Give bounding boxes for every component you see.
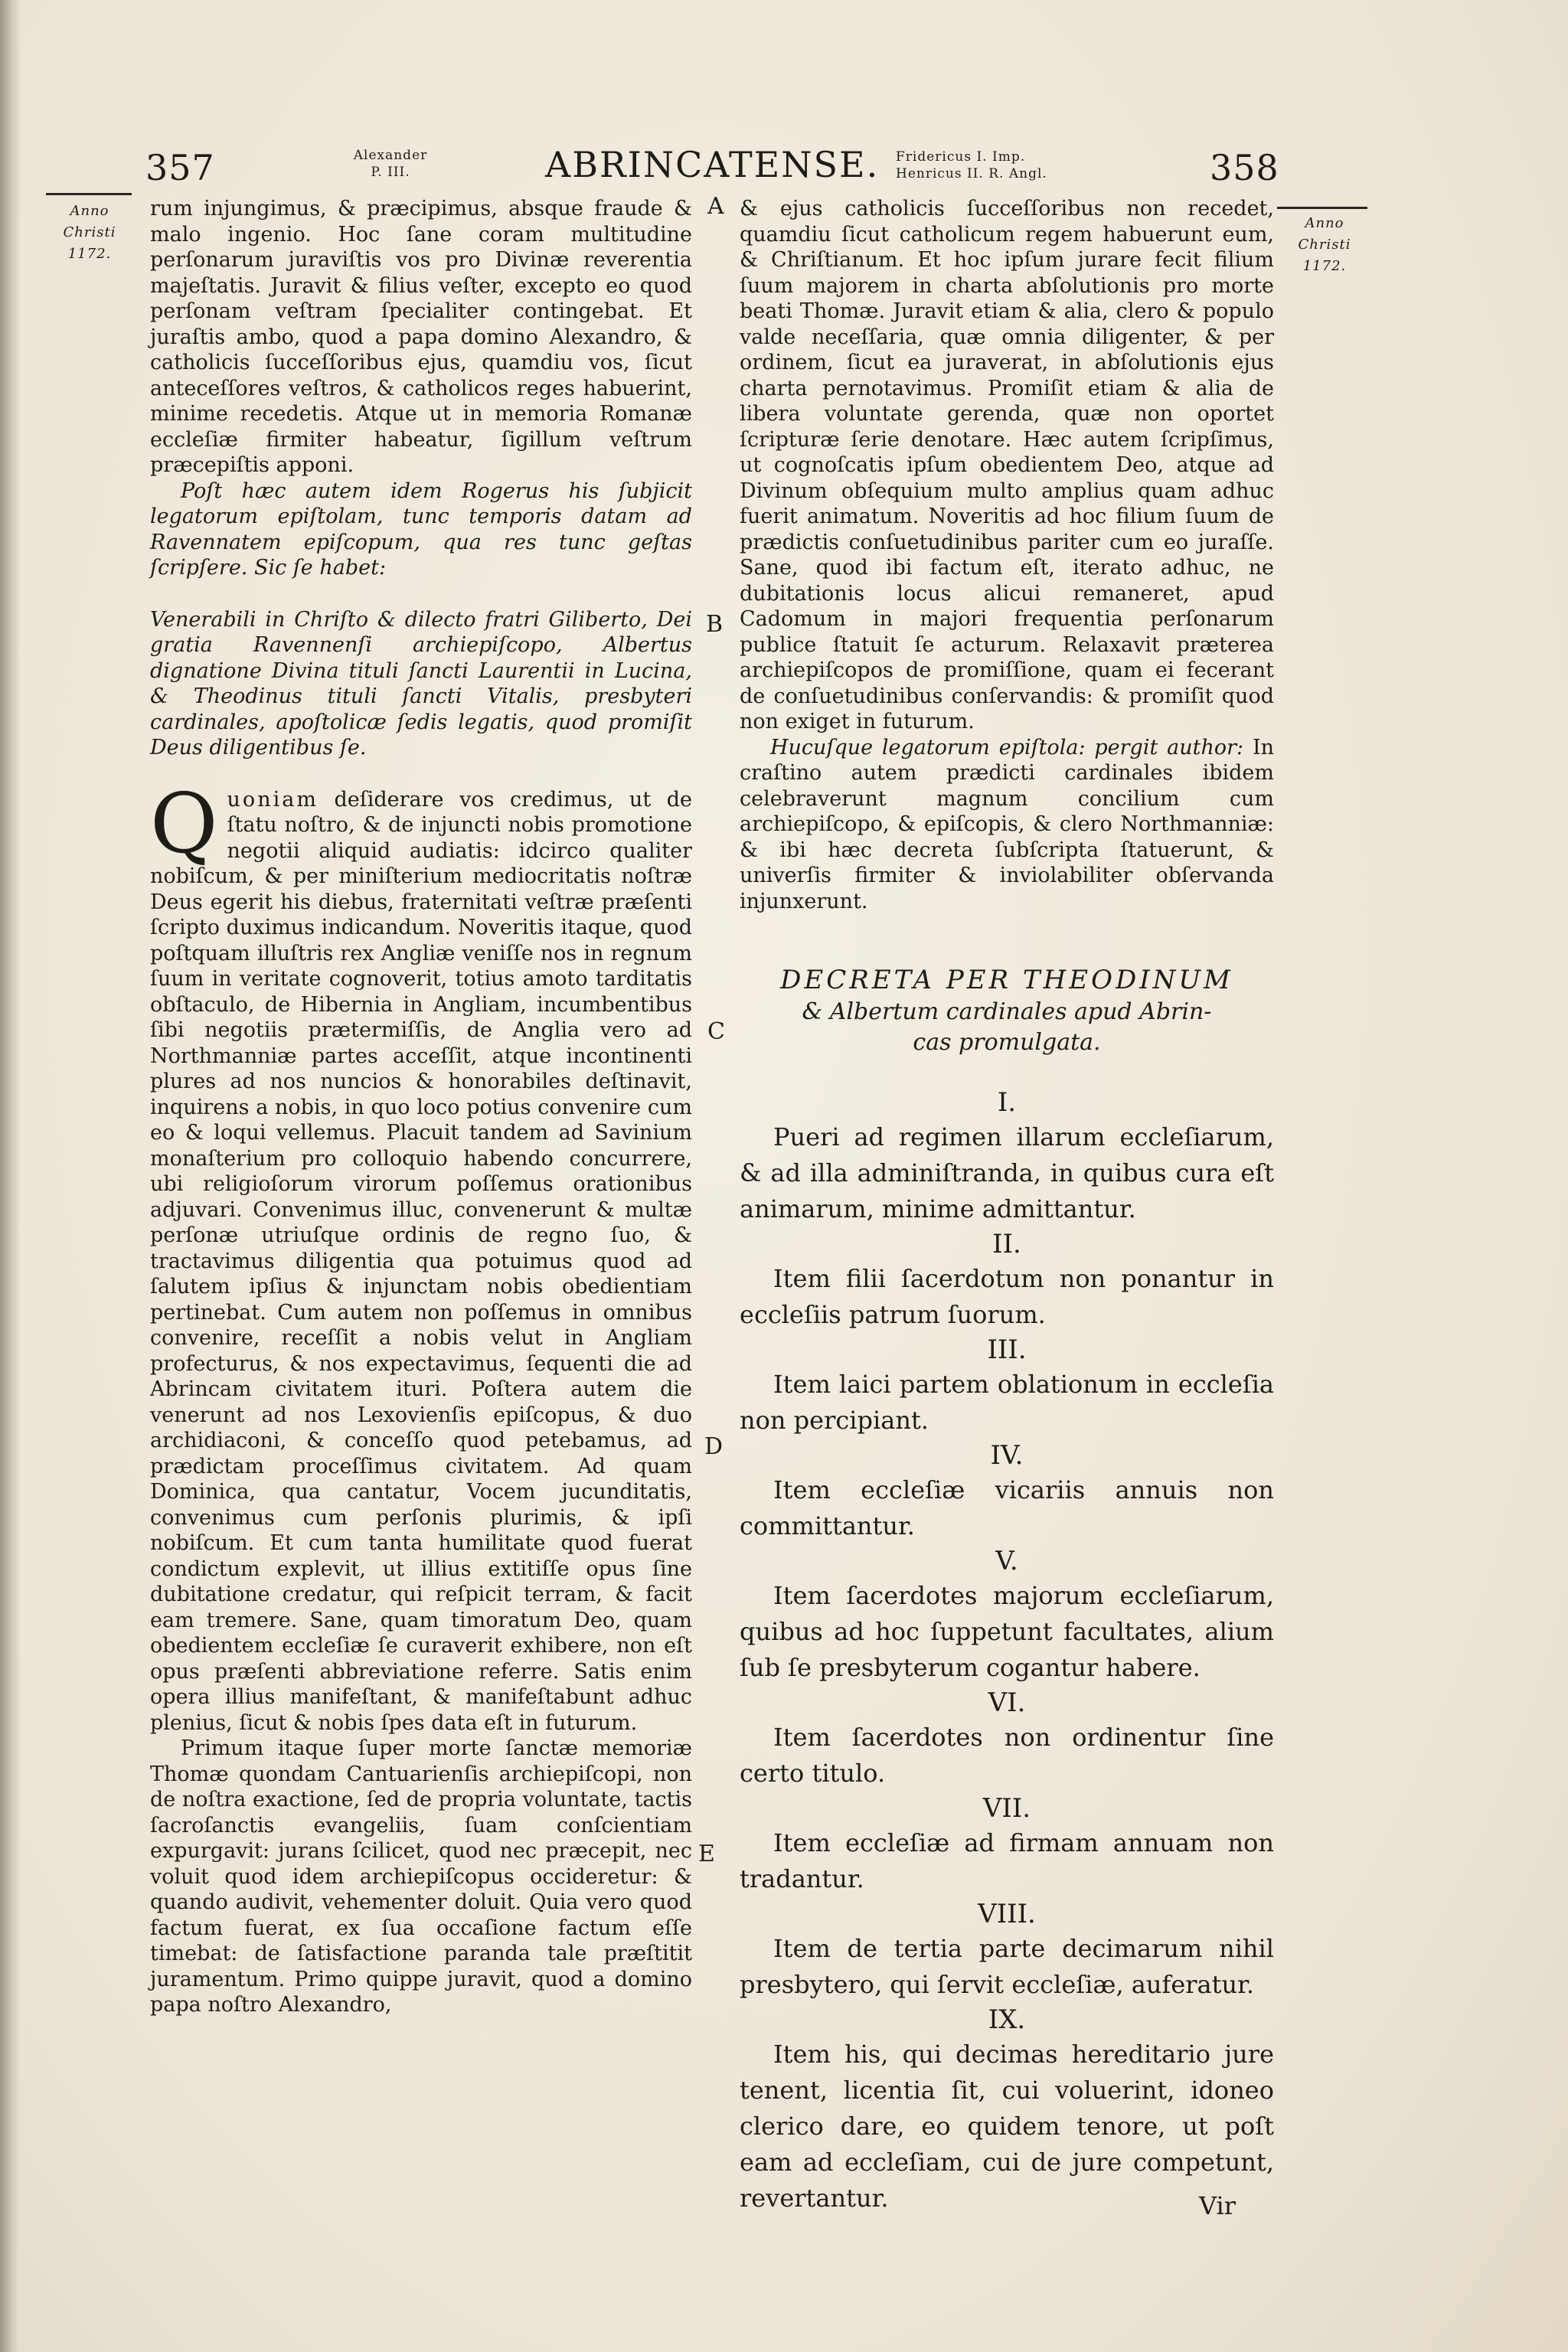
margin-rule-left <box>46 193 132 195</box>
decree-item <box>740 1544 1274 1686</box>
drop-cap: Q <box>150 776 218 872</box>
margin-word: Christi <box>1298 237 1351 253</box>
left-column <box>150 196 692 2018</box>
decree-item <box>740 1897 1274 2003</box>
right-page-number: 358 <box>1210 147 1279 188</box>
page-title: ABRINCATENSE. <box>545 144 880 185</box>
decreta-subtitle: & Albertum cardinales apud Abrin- <box>802 998 1212 1025</box>
decree-number: VI. <box>988 1687 1026 1718</box>
margin-year-right <box>1271 213 1378 277</box>
paragraph <box>150 776 692 1736</box>
paragraph: & ejus catholicis ſucceſſoribus non recedet, quamdiu ſicut catholicum regem habuerunt eum, & Chriſtianum. Et hoc ipſum jurare fecit filium ſuum majorem in charta abſolutionis pro morte beati Thomæ. Juravit etiam & alia, clero & populo valde neceſſaria, quæ omnia diligenter, & per ordinem, ſicut ea juraverat, in abſolutionis ejus charta pernotavimus. Promiſit etiam & alia de libera voluntate gerenda, quæ non oportet ſcripturæ ſerie denotare. Hæc autem ſcripſimus, ut cognoſcatis ipſum obedientem Deo, atque ad Divinum obſequium multo amplius quam adhuc fuerit animatum. Noveritis ad hoc filium ſuum de prædictis conſuetudinibus pariter cum eo juraſſe. Sane, quod ibi factum eſt, iterato adhuc, ne dubitationis locus alicui remaneret, apud Cadomum in majori frequentia perſonarum publice ſtatuit ſe acturum. Relaxavit prætereа archiepiſcopos de promiſſione, quam ei fecerant de conſuetudinibus conſervandis: & promiſit quod non exiget in futurum. <box>740 197 1274 733</box>
decree-item <box>740 1227 1274 1333</box>
paragraph-text: In craſtino autem prædicti cardinales ibidem celebraverunt magnum concilium cum archiepiſcopo, & epiſcopis, & clero Northmanniæ: & ibi hæc decreta ſubſcripta ſtatuerunt, & univerſis firmiter & inviolabiliter obſervanda injunxerunt. <box>740 735 1274 913</box>
catchword: Vir <box>1199 2191 1236 2220</box>
decree-number: IV. <box>990 1440 1024 1471</box>
margin-letter: A <box>707 193 724 220</box>
running-head-line: Alexander <box>353 148 428 163</box>
decree-text: Item filii ſacerdotum non ponantur in eccleſiis patrum ſuorum. <box>740 1264 1274 1329</box>
running-head-line: Henricus II. R. Angl. <box>896 166 1047 181</box>
left-running-head <box>314 147 467 181</box>
margin-rule-right <box>1277 207 1367 209</box>
decree-number: V. <box>995 1546 1018 1576</box>
paragraph-italic: Hucuſque legatorum epiſtola: pergit author: <box>770 735 1244 760</box>
decree-item <box>740 1333 1274 1439</box>
decree-number: I. <box>997 1087 1017 1118</box>
paragraph: Venerabili in Chriſto & dilecto fratri Giliberto, Dei gratia Ravennenſi archiepiſcopo, Albertus dignatione Divina tituli ſancti Laurentii in Lucina, & Theodinus tituli ſancti Vitalis, presbyteri cardinales, apoſtolicæ ſedis legatis, quod promiſit Deus diligentibus ſe. <box>150 607 692 760</box>
decree-item <box>740 1792 1274 1897</box>
margin-letter: C <box>707 1018 725 1045</box>
decree-text: Item ſacerdotes majorum eccleſiarum, quibus ad hoc ſuppetunt facultates, alium ſub ſe presbyterum cogantur habere. <box>740 1581 1274 1682</box>
decree-item <box>740 2003 1274 2216</box>
margin-letter: E <box>698 1841 715 1867</box>
margin-word: Anno <box>1305 215 1344 231</box>
margin-letter: D <box>704 1433 724 1460</box>
decree-number: VIII. <box>978 1899 1036 1929</box>
right-column <box>740 196 1274 914</box>
margin-letter: B <box>706 611 724 638</box>
paragraph: Poſt hæc autem idem Rogerus his ſubjicit legatorum epiſtolam, tunc temporis datam ad Ravennatem epiſcopum, qua res tunc geſtas ſcripſere. Sic ſe habet: <box>150 479 692 580</box>
decree-text: Item laici partem oblationum in eccleſia non percipiant. <box>740 1370 1274 1435</box>
decree-text: Item eccleſiæ vicariis annuis non committantur. <box>740 1475 1274 1540</box>
decreta-title: DECRETA PER THEODINUM <box>780 965 1233 995</box>
decreta-subtitle: cas promulgata. <box>913 1029 1101 1056</box>
margin-year-left <box>40 201 139 265</box>
decree-number: VII. <box>982 1793 1031 1824</box>
decree-number: IX. <box>988 2004 1026 2035</box>
decree-number: III. <box>987 1334 1027 1365</box>
decree-item <box>740 1686 1274 1792</box>
running-head-line: Fridericus I. Imp. <box>896 149 1026 165</box>
decree-number: II. <box>992 1229 1021 1259</box>
decree-item <box>740 1439 1274 1544</box>
decree-text: Pueri ad regimen illarum eccleſiarum, & ad illa adminiſtranda, in quibus cura eſt animarum, minime admittantur. <box>740 1122 1274 1223</box>
paragraph: rum injungimus, & præcipimus, absque fraude & malo ingenio. Hoc ſane coram multitudine perſonarum juraviſtis vos pro Divinæ reverentia majeſtatis. Juravit & filius veſter, excepto eo quod perſonam veſtram ſpecialiter contingebat. Et juraſtis ambo, quod a papa domino Alexandro, & catholicis ſucceſſoribus ejus, quamdiu vos, ſicut anteceſſores veſtros, & catholicos reges habuerint, minime recedetis. Atque ut in memoria Romanæ eccleſiæ firmiter habeatur, ſigillum veſtrum præcepiſtis apponi. <box>150 197 692 477</box>
paragraph: Primum itaque ſuper morte ſanctæ memoriæ Thomæ quondam Cantuarienſis archiepiſcopi, non de noſtra exactione, ſed de propria voluntate, tactis ſacroſanctis evangeliis, ſuam conſcientiam expurgavit: jurans ſcilicet, quod nec præcepit, nec voluit quod idem archiepiſcopus occideretur: & quando audivit, vehementer doluit. Quia vero quod factum fuerat, ex ſua occaſione factum eſſe timebat: de ſatisfactione paranda tale præſtitit juramentum. Primo quippe juravit, quod a domino papa noſtro Alexandro, <box>150 1736 692 2017</box>
margin-word: 1172. <box>1302 258 1347 274</box>
running-head-line: P. III. <box>371 165 410 180</box>
margin-word: Christi <box>63 224 116 240</box>
smallcaps-word: uoniam <box>227 787 318 812</box>
page-binding-edge <box>0 0 20 2352</box>
decree-text: Item ſacerdotes non ordinentur ſine certo titulo. <box>740 1723 1274 1788</box>
decreta-section <box>740 963 1274 2216</box>
margin-word: 1172. <box>67 246 112 262</box>
decree-text: Item his, qui decimas hereditario jure tenent, licentia ſit, cui voluerint, idoneo clerico dare, eo quidem tenore, ut poſt eam ad eccleſiam, cui de jure competunt, revertantur. <box>740 2040 1274 2213</box>
left-page-number: 357 <box>145 147 215 188</box>
paragraph-text: deſiderare vos credimus, ut de ſtatu noſtro, & de injuncti nobis promotione negotii aliquid audiatis: idcirco qualiter nobiſcum, & per miniſterium mediocritatis noſtræ Deus egerit his diebus, fraternitati veſtræ præſenti ſcripto duximus indicandum. Noveritis itaque, quod poſtquam illuſtris rex Angliæ veniſſe nos in regnum ſuum in veritate cognoverit, totius amoto tarditatis obſtaculo, de Hibernia in Angliam, incumbentibus ſibi negotiis prætermiſſis, de Anglia vero ad Northmanniæ partes acceſſit, atque incontinenti plures ad nos nuncios & honorabiles deſtinavit, inquirens a nobis, in quo loco potius convenire cum eo & loqui vellemus. Placuit tandem ad Savinium monaſterium pro colloquio habendo concurrere, ubi religioſorum virorum poſſemus orationibus adjuvari. Convenimus illuc, convenerunt & multæ perſonæ utriuſque ordinis de regno ſuo, & tractavimus diligentia qua potuimus quod ad ſalutem ipſius & injunctam nobis obedientiam pertinebat. Cum autem non poſſemus in omnibus convenire, receſſit a nobis velut in Angliam profecturus, & nos expectavimus, ſequenti die ad Abrincam civitatem ituri. Poſtera autem die venerunt ad nos Lexovienſis epiſcopus, & duo archidiaconi, & conceſſo quod petebamus, ad prædictam proceſſimus civitatem. Ad quam Dominica, qua cantatur, Vocem jucunditatis, convenimus cum perſonis plurimis, & ipſi nobiſcum. Et cum tanta humilitate quod fuerat condictum explevit, ut illius extitiſſe opus ſine dubitatione credatur, qui reſpicit terram, & facit eam tremere. Sane, quam timoratum Deo, quam obedientem eccleſiæ ſe curaverit exhibere, non eſt opus præſenti abbreviatione referre. Satis enim opera illius manifeſtant, & manifeſtabunt adhuc plenius, ſicut & nobis ſpes data eſt in futurum. <box>150 787 692 1735</box>
decree-item <box>740 1086 1274 1227</box>
paragraph <box>740 735 1274 915</box>
decree-text: Item de tertia parte decimarum nihil presbytero, qui ſervit eccleſiæ, auferatur. <box>740 1934 1274 1999</box>
margin-word: Anno <box>70 203 109 219</box>
decree-text: Item eccleſiæ ad firmam annuam non tradantur. <box>740 1828 1274 1893</box>
right-running-head <box>896 149 1125 182</box>
